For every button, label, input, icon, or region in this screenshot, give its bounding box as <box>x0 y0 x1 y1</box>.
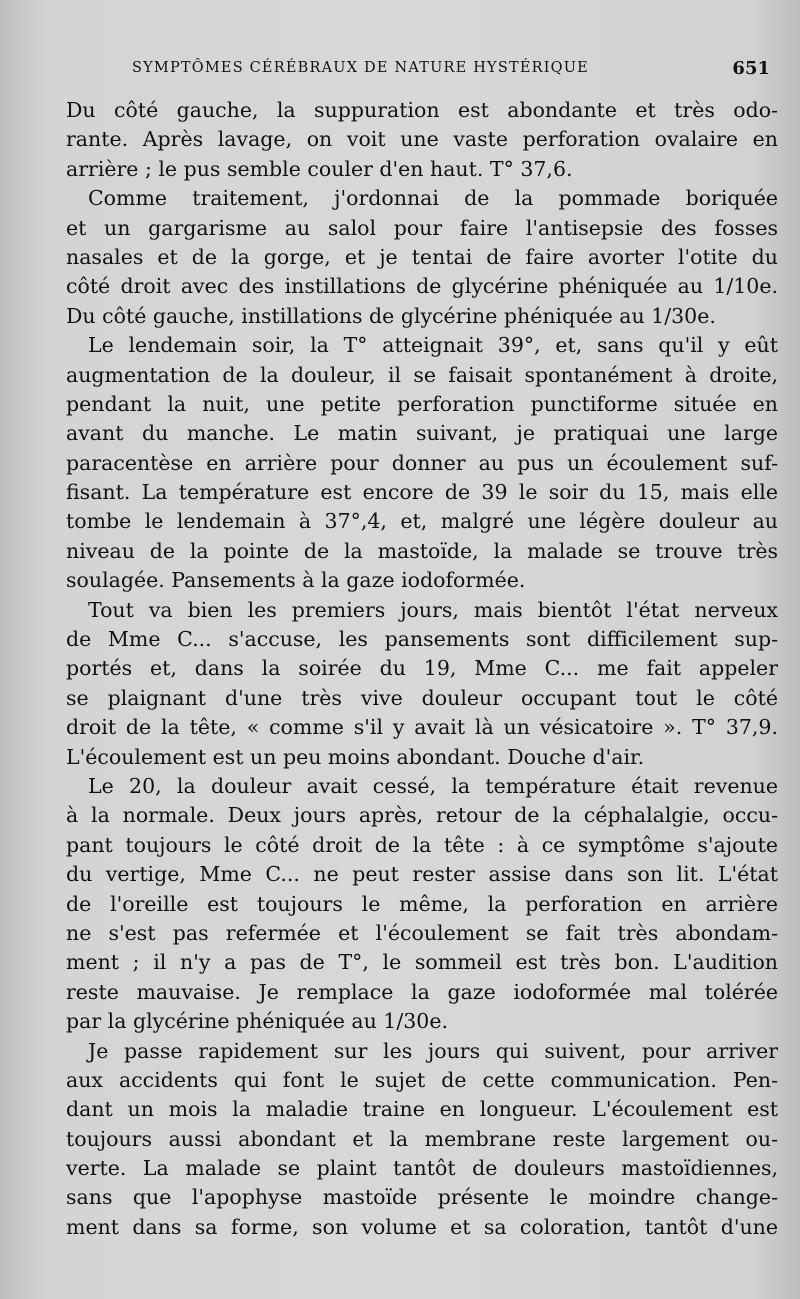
text-line: L'écoulement est un peu moins abondant. Douche d'air. <box>66 744 645 769</box>
text-line: nasales et de la gorge, et je tentai de faire avorter l'otite du <box>66 244 778 269</box>
text-line: fisant. La température est encore de 39 le soir du 15, mais elle <box>66 480 778 505</box>
text-line: côté droit avec des instillations de glycérine phéniquée au 1/10e. <box>66 274 778 299</box>
text-line: Tout va bien les premiers jours, mais bientôt l'état nerveux <box>88 597 778 622</box>
text-line: augmentation de la douleur, il se faisait spontanément à droite, <box>66 362 778 387</box>
text-line: avant du manche. Le matin suivant, je pratiquai une large <box>66 421 778 446</box>
text-line: dant un mois la maladie traine en longueur. L'écoulement est <box>66 1097 778 1122</box>
text-line: de l'oreille est toujours le même, la perforation en arrière <box>66 891 778 916</box>
text-line: Comme traitement, j'ordonnai de la pommade boriquée <box>88 186 778 211</box>
text-line: rante. Après lavage, on voit une vaste perforation ovalaire en <box>66 127 778 152</box>
text-line: sans que l'apophyse mastoïde présente le moindre change- <box>66 1185 778 1210</box>
text-line: tombe le lendemain à 37°,4, et, malgré une légère douleur au <box>66 509 778 534</box>
text-line: niveau de la pointe de la mastoïde, la malade se trouve très <box>66 538 778 563</box>
text-line: du vertige, Mme C... ne peut rester assise dans son lit. L'état <box>66 862 778 887</box>
text-line: ment dans sa forme, son volume et sa coloration, tantôt d'une <box>66 1214 778 1239</box>
text-line: et un gargarisme au salol pour faire l'antisepsie des fosses <box>66 215 778 240</box>
text-line: paracentèse en arrière pour donner au pus un écoulement suf- <box>66 450 778 475</box>
text-line: Le lendemain soir, la T° atteignait 39°, et, sans qu'il y eût <box>88 333 778 358</box>
body-text <box>66 96 778 1242</box>
text-line: aux accidents qui font le sujet de cette communication. Pen- <box>66 1067 778 1092</box>
text-line: soulagée. Pansements à la gaze iodoformée. <box>66 568 526 593</box>
text-line: Du côté gauche, instillations de glycérine phéniquée au 1/30e. <box>66 303 716 328</box>
text-line: de Mme C... s'accuse, les pansements sont difficilement sup- <box>66 627 778 652</box>
text-line: arrière ; le pus semble couler d'en haut. T° 37,6. <box>66 156 573 181</box>
text-line: droit de la tête, « comme s'il y avait là un vésicatoire ». T° 37,9. <box>66 715 778 740</box>
page-number: 651 <box>732 58 770 79</box>
text-line: par la glycérine phéniquée au 1/30e. <box>66 1009 448 1034</box>
text-line: à la normale. Deux jours après, retour de la céphalalgie, occu- <box>66 803 778 828</box>
running-head <box>66 58 770 82</box>
text-line: ment ; il n'y a pas de T°, le sommeil est très bon. L'audition <box>66 950 778 975</box>
text-line: pant toujours le côté droit de la tête : à ce symptôme s'ajoute <box>66 832 778 857</box>
text-line: portés et, dans la soirée du 19, Mme C... me fait appeler <box>66 656 778 681</box>
running-title: SYMPTÔMES CÉRÉBRAUX DE NATURE HYSTÉRIQUE <box>132 60 589 76</box>
text-line: verte. La malade se plaint tantôt de douleurs mastoïdiennes, <box>66 1156 778 1181</box>
text-line: Je passe rapidement sur les jours qui suivent, pour arriver <box>88 1038 778 1063</box>
text-line: Du côté gauche, la suppuration est abondante et très odo- <box>66 98 778 122</box>
text-line: toujours aussi abondant et la membrane reste largement ou- <box>66 1126 778 1151</box>
text-line: se plaignant d'une très vive douleur occupant tout le côté <box>66 685 778 710</box>
text-line: Le 20, la douleur avait cessé, la température était revenue <box>88 773 778 798</box>
text-line: pendant la nuit, une petite perforation punctiforme située en <box>66 391 778 416</box>
text-line: ne s'est pas refermée et l'écoulement se fait très abondam- <box>66 920 778 945</box>
text-line: reste mauvaise. Je remplace la gaze iodoformée mal tolérée <box>66 979 778 1004</box>
